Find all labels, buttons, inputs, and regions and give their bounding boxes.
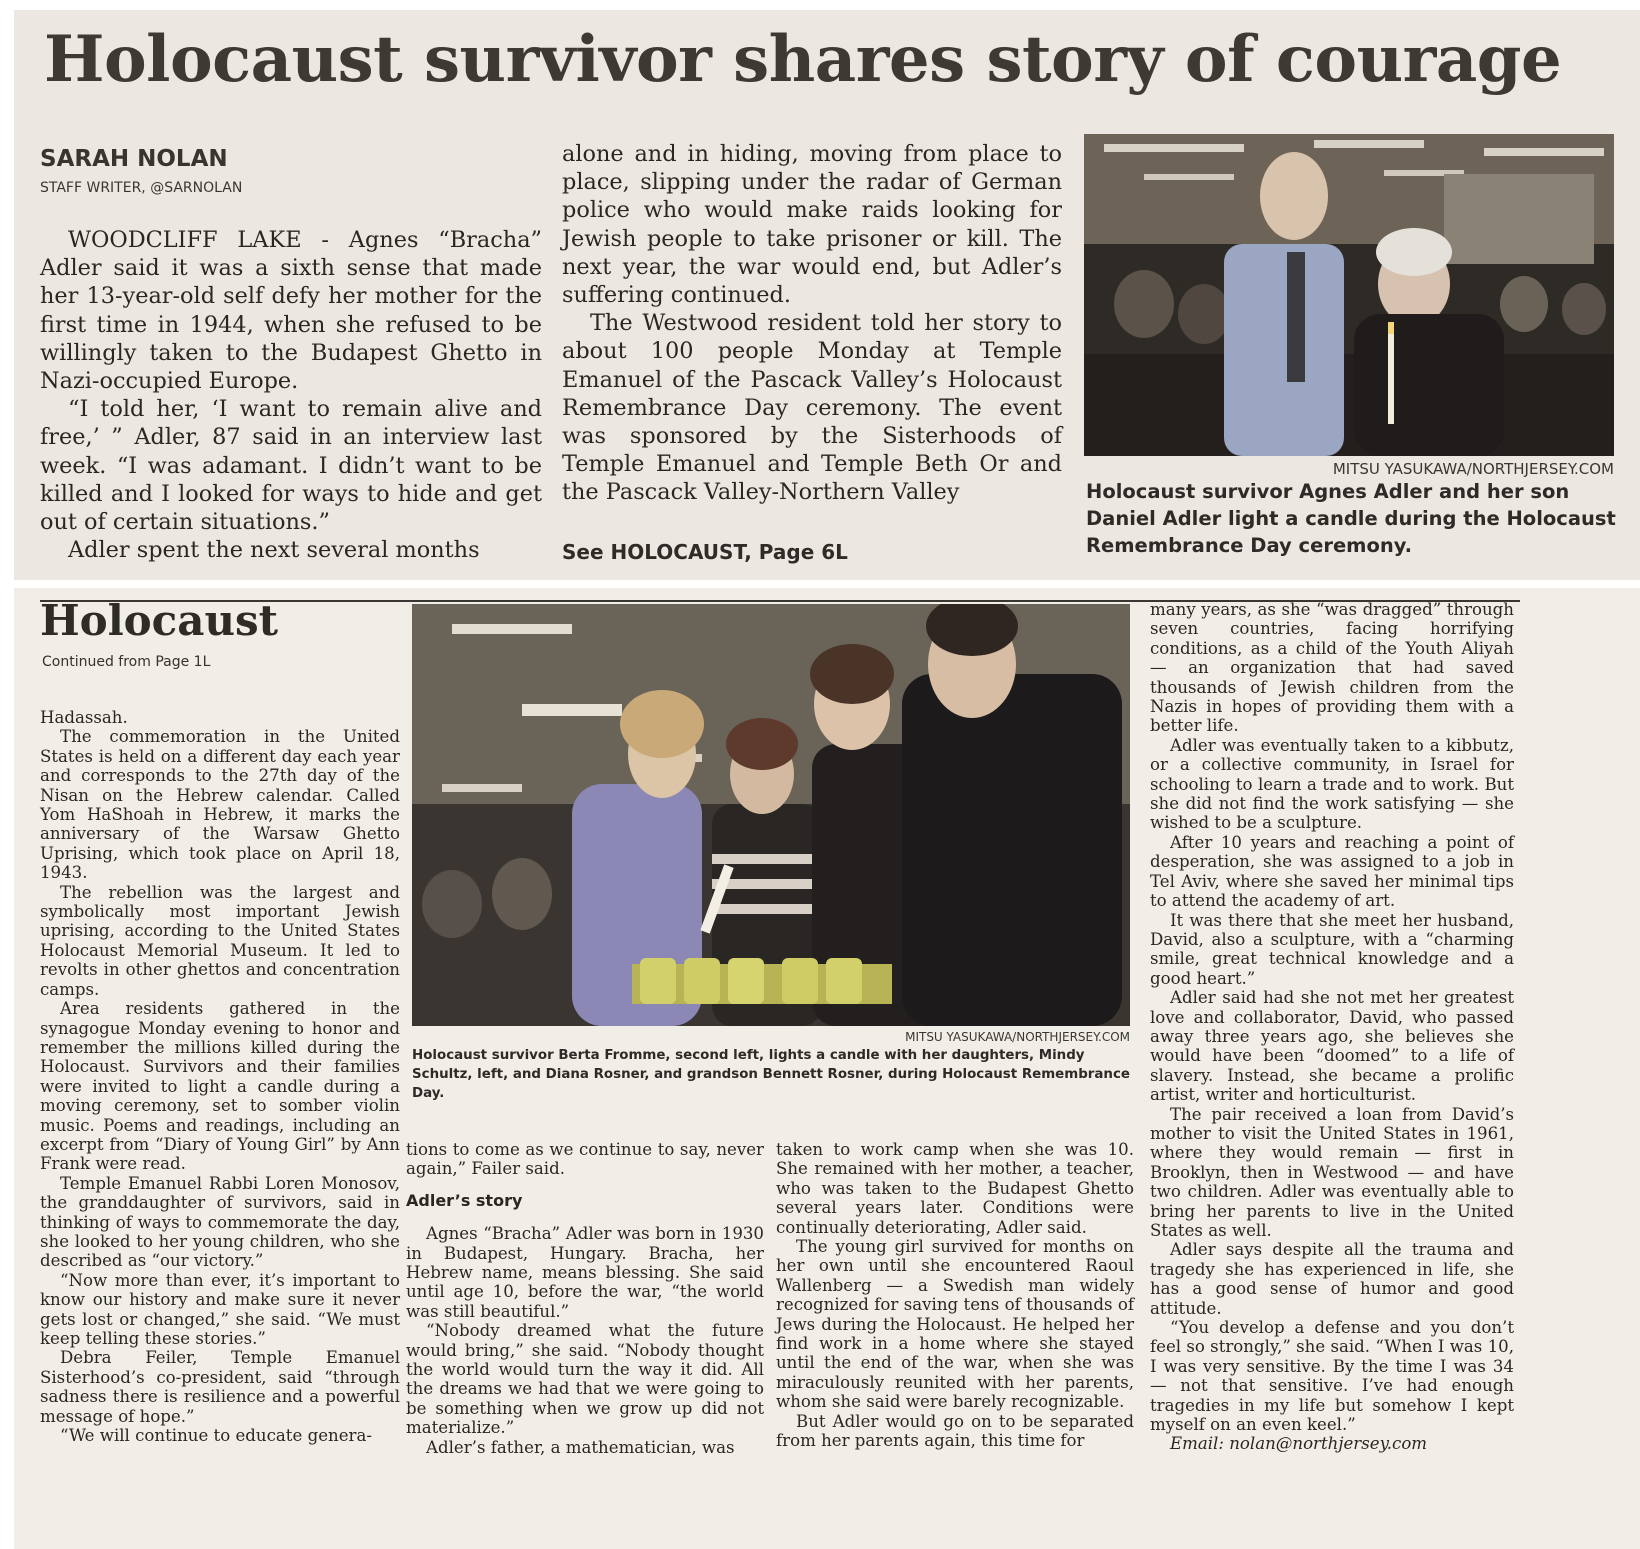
- paragraph: “I told her, ‘I want to remain alive and free,’ ” Adler, 87 said in an interview last week. “I was adamant. I didn’t want to be killed and I looked for ways to hide and get out of certain situations.”: [40, 396, 542, 536]
- paragraph: The commemoration in the United States is held on a different day each year and corresponds to the 27th day of the Nisan on the Hebrew calendar. Called Yom HaShoah in Hebrew, it marks the anniversary of the Warsaw Ghetto Uprising, which took place on April 18, 1943.: [40, 727, 400, 883]
- paragraph: Agnes “Bracha” Adler was born in 1930 in Budapest, Hungary. Bracha, her Hebrew name, means blessing. She said until age 10, before the war, “the world was still beautiful.”: [406, 1224, 764, 1321]
- paragraph: Adler spent the next several months: [68, 537, 480, 564]
- byline-role: STAFF WRITER, @SARNOLAN: [40, 180, 243, 196]
- paragraph: WOODCLIFF LAKE - Agnes “Bracha” Adler said it was a sixth sense that made her 13-year-old self defy her mother for the first time in 1944, when she refused to be willingly taken to the Budapest Ghetto in Nazi-occupied Europe.: [40, 227, 542, 395]
- article-column-3: [776, 1140, 1134, 1451]
- article-column-2: [406, 1140, 764, 1457]
- article-column-2: [562, 140, 1062, 507]
- paragraph: But Adler would go on to be separated from her parents again, this time for: [776, 1411, 1134, 1451]
- author-email: Email: nolan@northjersey.com: [1170, 1434, 1428, 1454]
- article-column-4: [1150, 600, 1514, 1454]
- paragraph: Debra Feiler, Temple Emanuel Sisterhood’s co-president, said “through sadness there is resilience and a powerful message of hope.”: [40, 1348, 400, 1426]
- jump-reference: See HOLOCAUST, Page 6L: [562, 540, 848, 564]
- paragraph: alone and in hiding, moving from place to place, slipping under the radar of German police who would make raids looking for Jewish people to take prisoner or kill. The next year, the war would end, but Adler’s suffering continued.: [562, 141, 1062, 309]
- photo-berta-fromme-family: [412, 604, 1130, 1026]
- jump-heading: Holocaust: [40, 596, 279, 645]
- paragraph: The rebellion was the largest and symbolically most important Jewish uprising, according to the United States Holocaust Memorial Museum. It led to revolts in other ghettos and concentration camps.: [40, 882, 400, 999]
- paragraph: “You develop a defense and you don’t feel so strongly,” she said. “When I was 10, I was very sensitive. By the time I was 34 — not that sensitive. I’ve had enough tragedies in my life but somehow I kept myself on an even keel.”: [1150, 1318, 1514, 1435]
- paragraph: tions to come as we continue to say, never again,” Failer said.: [406, 1140, 764, 1179]
- paragraph: Adler said had she not met her greatest love and collaborator, David, who passed away three years ago, she believes she would have been “doomed” to a life of slavery. Instead, she became a prolific artist, writer and horticulturist.: [1150, 988, 1514, 1105]
- paragraph: “Nobody dreamed what the future would bring,” she said. “Nobody thought the world would turn the way it did. All the dreams we had that we were going to be something when we grow up did not materialize.”: [406, 1321, 764, 1438]
- paragraph: taken to work camp when she was 10. She remained with her mother, a teacher, who was taken to the Budapest Ghetto several years later. Conditions were continually deteriorating, Adler said.: [776, 1140, 1134, 1237]
- paragraph: “Now more than ever, it’s important to know our history and make sure it never gets lost or changed,” she said. “We must keep telling these stories.”: [40, 1270, 400, 1348]
- byline-name: SARAH NOLAN: [40, 146, 228, 172]
- photo-credit: MITSU YASUKAWA/NORTHJERSEY.COM: [905, 1030, 1130, 1044]
- paragraph: Adler’s father, a mathematician, was: [426, 1437, 735, 1457]
- paragraph: The Westwood resident told her story to about 100 people Monday at Temple Emanuel of the Pascack Valley’s Holocaust Remembrance Day ceremony. The event was sponsored by the Sisterhoods of Temple Emanuel and Temple Beth Or and the Pascack Valley-Northern Valley: [562, 310, 1062, 506]
- photo-credit: MITSU YASUKAWA/NORTHJERSEY.COM: [1332, 460, 1614, 478]
- paragraph: Hadassah.: [40, 708, 128, 727]
- photo-caption: Holocaust survivor Agnes Adler and her son Daniel Adler light a candle during the Holocaust Remembrance Day ceremony.: [1086, 480, 1616, 557]
- headline: Holocaust survivor shares story of courage: [44, 22, 1562, 97]
- photo-agnes-and-daniel-adler: [1084, 134, 1614, 456]
- paragraph: The young girl survived for months on her own until she encountered Raoul Wallenberg — a Swedish man widely recognized for saving tens of thousands of Jews during the Holocaust. He helped her find work in a home where she stayed until the end of the war, when she was miraculously reunited with her parents, whom she said were barely recognizable.: [776, 1237, 1134, 1412]
- jump-page-clipping: [14, 588, 1640, 1549]
- subhead: Adler’s story: [406, 1190, 523, 1210]
- front-page-clipping: [14, 10, 1640, 580]
- paragraph: It was there that she meet her husband, David, also a sculpture, with a “charming smile, great technical knowledge and a good heart.”: [1150, 910, 1514, 988]
- paragraph: Adler was eventually taken to a kibbutz, or a collective community, in Israel for schooling to learn a trade and to work. But she did not find the work satisfying — she wished to be a sculpture.: [1150, 735, 1514, 833]
- photo-caption: Holocaust survivor Berta Fromme, second left, lights a candle with her daughters, Mindy Schultz, left, and Diana Rosner, and grandson Bennett Rosner, during Holocaust Remembrance Day.: [412, 1048, 1130, 1101]
- paragraph: many years, as she “was dragged” through seven countries, facing horrifying conditions, as a child of the Youth Aliyah — an organization that had saved thousands of Jewish children from the Nazis in hopes of providing them with a better life.: [1150, 600, 1514, 736]
- continued-from: Continued from Page 1L: [42, 654, 211, 670]
- paragraph: After 10 years and reaching a point of desperation, she was assigned to a job in Tel Aviv, where she saved her minimal tips to attend the academy of art.: [1150, 832, 1514, 911]
- article-column-1: [40, 708, 400, 1445]
- paragraph: The pair received a loan from David’s mother to visit the United States in 1961, where they would remain — first in Brooklyn, then in Westwood — and have two children. Adler was eventually able to bring her parents to live in the United States as well.: [1150, 1104, 1514, 1240]
- paragraph: “We will continue to educate genera-: [60, 1426, 372, 1446]
- paragraph: Area residents gathered in the synagogue Monday evening to honor and remember the millions killed during the Holocaust. Survivors and their families were invited to light a candle during a moving ceremony, set to somber violin music. Poems and readings, including an excerpt from “Diary of Young Girl” by Ann Frank were read.: [40, 999, 400, 1174]
- paragraph: Temple Emanuel Rabbi Loren Monosov, the granddaughter of survivors, said in thinking of ways to commemorate the day, she looked to her young children, who she described as “our victory.”: [40, 1173, 400, 1271]
- paragraph: Adler says despite all the trauma and tragedy she has experienced in life, she has a good sense of humor and good attitude.: [1150, 1240, 1514, 1318]
- article-column-1: [40, 226, 542, 564]
